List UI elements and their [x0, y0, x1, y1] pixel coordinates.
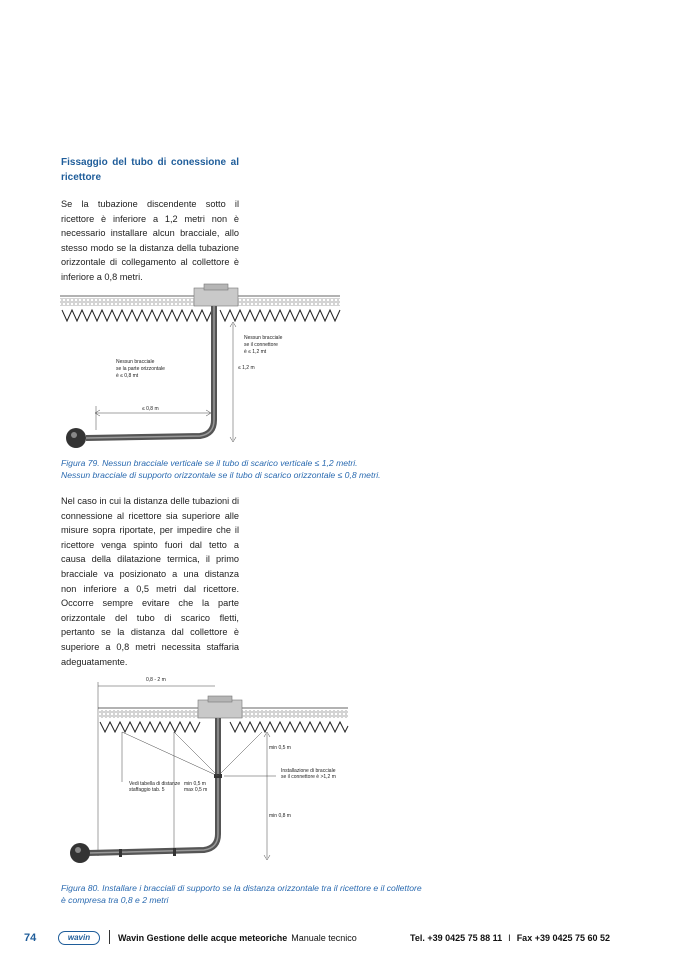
collector-highlight — [75, 847, 81, 853]
section-heading: Fissaggio del tubo di conessione al ricettore — [61, 157, 239, 183]
footer-divider — [109, 930, 110, 944]
caption-79-line2: Nessun bracciale di supporto orizzontale se il tubo di scarico orizzontale ≤ 0,8 metri. — [61, 470, 381, 480]
note-right-2: se il connettore è >1,2 m — [281, 774, 336, 780]
label-right-3: è ≤ 1,2 mt — [244, 349, 267, 355]
dim-top-label: 0,8 - 2 m — [146, 677, 166, 683]
note-left-2: staffaggio tab. 5 — [129, 787, 165, 793]
trapezoidal-sheet — [100, 722, 348, 732]
roof-outlet — [198, 700, 242, 718]
page-footer — [0, 930, 677, 948]
bracket-hanger-right — [218, 732, 262, 776]
pipe-bracket — [173, 848, 176, 856]
outlet-cap — [204, 284, 228, 290]
figure-79-diagram — [58, 282, 348, 454]
footer-contact — [410, 933, 610, 943]
dim-horizontal-label: ≤ 0,8 m — [142, 406, 159, 412]
bracket-hanger-left — [122, 732, 218, 782]
drain-pipe — [86, 306, 214, 438]
label-right-2: se il connettore — [244, 342, 278, 348]
roof-outlet — [194, 288, 238, 306]
caption-80-line1: Figura 80. Installare i bracciali di supporto se la distanza orizzontale tra il ricettore e il collettore — [61, 883, 422, 893]
intro-paragraph: Se la tubazione discendente sotto il ricettore è inferiore a 1,2 metri non è necessario installare alcun bracciale, allo stesso modo se la distanza della tubazione orizzontale di collegamento al collettore è inferiore a 0,8 metri. — [61, 199, 239, 282]
dim-min05-label: min 0,5 m — [269, 745, 291, 751]
footer-tel: Tel. +39 0425 75 88 11 — [410, 933, 503, 943]
figure-80-caption — [61, 882, 422, 906]
note-left-1: Vedi tabella di distanze — [129, 781, 181, 787]
trapezoidal-sheet — [62, 310, 340, 321]
figure-79-caption — [61, 457, 381, 481]
collector-pipe — [70, 843, 90, 863]
footer-fax: Fax +39 0425 75 60 52 — [516, 933, 611, 943]
footer-separator: I — [508, 933, 511, 943]
dim-bottom-label: min 0,8 m — [269, 813, 291, 819]
label-right-1: Nessun bracciale — [244, 335, 283, 341]
footer-subtitle: Manuale tecnico — [291, 933, 357, 943]
collector-pipe — [66, 428, 86, 448]
body-paragraph: Nel caso in cui la distanza delle tubazioni di connessione al ricettore sia superiore alle misure sopra riportate, per impedire che il ricettore venga spinto fuori dal tetto a causa della dilatazione termica, il primo bracciale va posizionato a una distanza non inferiore a 0,5 metri dal ricettore. Occorre sempre evitare che la parte orizzontale del tubo di scarico fletti, pertanto se la distanza dal collettore è superiore a 0,8 metri necessita staffaria adeguatamente. — [61, 496, 239, 667]
footer-title — [118, 933, 357, 943]
page-number: 74 — [24, 932, 37, 944]
note-mid-2: max 0,5 m — [184, 787, 208, 793]
label-left-3: è ≤ 0,8 mt — [116, 373, 139, 379]
pipe-bracket — [119, 849, 122, 857]
pipe-highlight — [86, 306, 214, 438]
label-left-1: Nessun bracciale — [116, 359, 155, 365]
caption-80-line2: è compresa tra 0,8 e 2 metri — [61, 895, 169, 905]
footer-title-text: Wavin Gestione delle acque meteoriche — [118, 933, 288, 943]
wavin-logo: wavin — [58, 931, 100, 945]
note-right-1: Installazione di bracciale — [281, 768, 336, 774]
figure-80-diagram — [62, 672, 352, 872]
caption-79-line1: Figura 79. Nessun bracciale verticale se il tubo di scarico verticale ≤ 1,2 metri. — [61, 458, 358, 468]
note-mid-1: min 0,5 m — [184, 781, 206, 787]
dim-vertical-label: ≤ 1,2 m — [238, 365, 255, 371]
outlet-cap — [208, 696, 232, 702]
collector-highlight — [71, 432, 77, 438]
label-left-2: se la parte orizzontale — [116, 366, 165, 372]
